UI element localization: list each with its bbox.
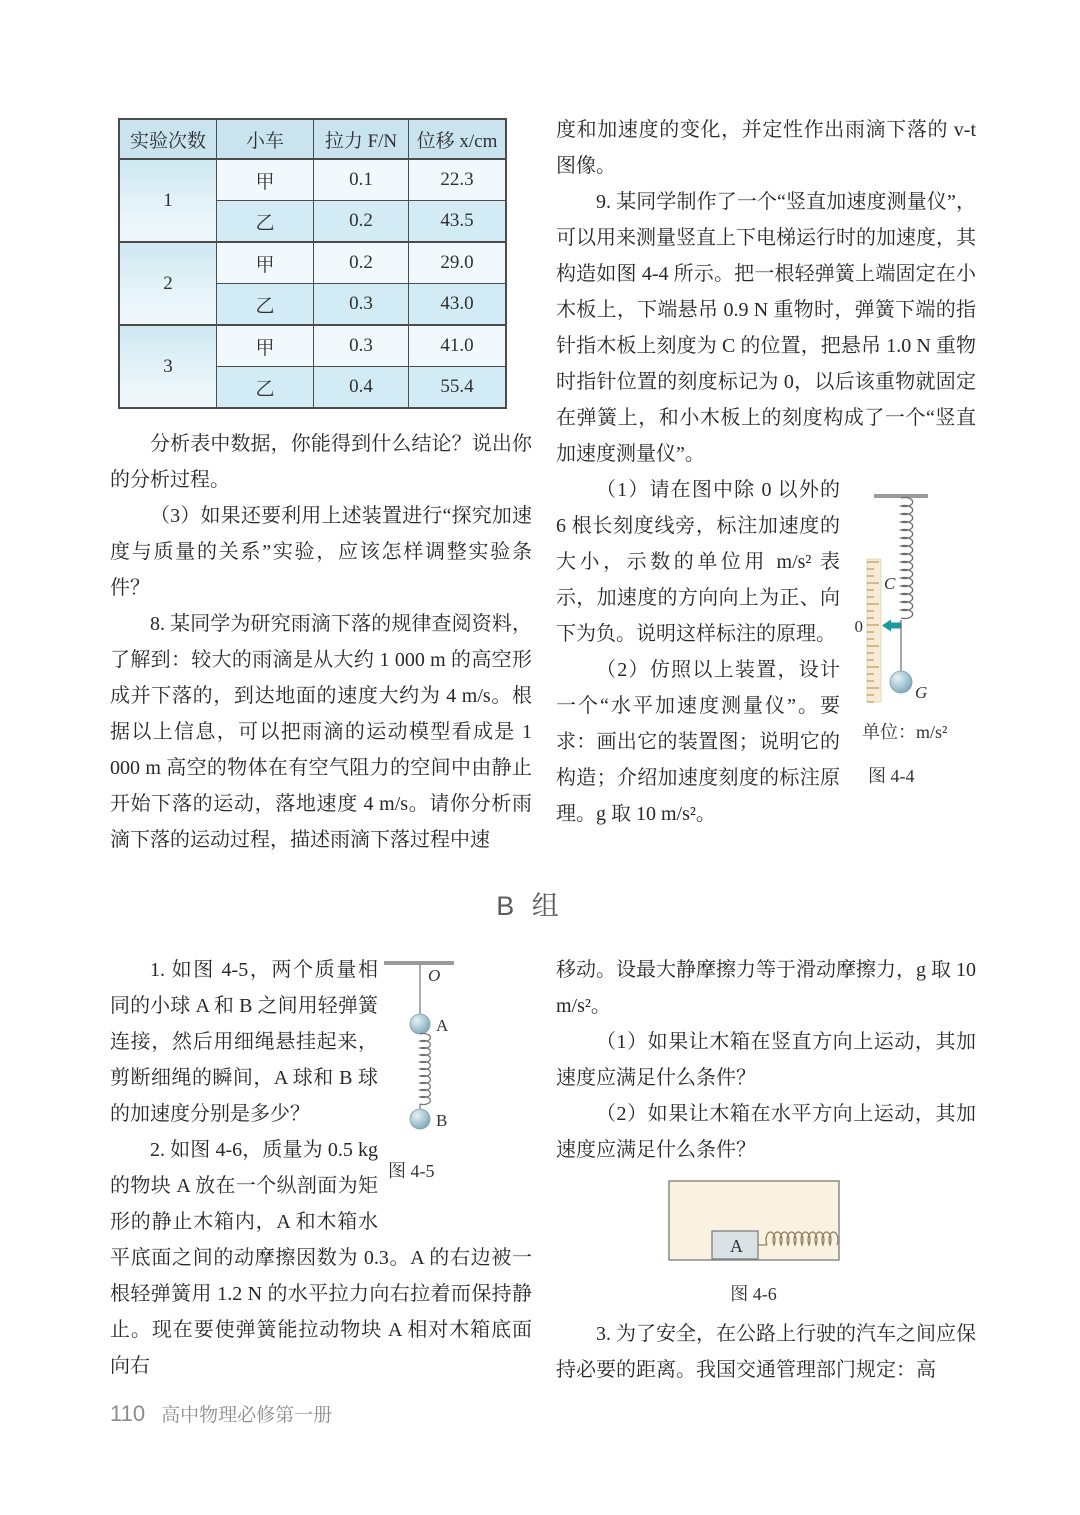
paragraph-analysis: 分析表中数据，你能得到什么结论？说出你的分析过程。 bbox=[110, 433, 532, 491]
disp-cell: 43.0 bbox=[409, 284, 507, 326]
table-row bbox=[119, 159, 506, 201]
table-header-row bbox=[119, 119, 506, 159]
paragraph-b2: 2. 如图 4-6，质量为 0.5 kg 的物块 A 放在一个纵剖面为矩形的静止木箱内，A 和木箱水平底面之间的动摩擦因数为 0.3。A 的右边被一根轻弹簧用 1.2 N 的水平拉力向右拉着而保持静止。现在要使弹簧能拉动物块 A 相对木箱底面向右 bbox=[110, 1139, 532, 1377]
disp-cell: 29.0 bbox=[409, 242, 507, 284]
fig44-ruler-icon bbox=[867, 559, 881, 702]
fig44-unit-label: 单位：m/s² bbox=[862, 722, 948, 742]
fig44-pointer-arrow-icon bbox=[882, 620, 901, 632]
cart-cell: 乙 bbox=[217, 284, 314, 326]
paragraph-q8: 8. 某同学为研究雨滴下落的规律查阅资料，了解到：较大的雨滴是从大约 1 000 m 的高空形成并下落的，到达地面的速度大约为 4 m/s。根据以上信息，可以把雨滴的运动模型看成是 1 000 m 高空的物体在有空气阻力的空间中由静止开始下落的运动，落地速度 4 m/s。请你分析雨滴下落的运动过程，描述雨滴下落过程中速 bbox=[110, 613, 532, 851]
cart-cell: 甲 bbox=[217, 159, 314, 201]
force-cell: 0.3 bbox=[314, 284, 409, 326]
col-header-cart: 小车 bbox=[217, 119, 314, 159]
paragraph-q9-part1: （1）请在图中除 0 以外的 6 根长刻度线旁，标注加速度的大小，示数的单位用 m/s² 表示，加速度的方向向上为正、向下为负。说明这样标注的原理。 bbox=[556, 479, 840, 645]
fig44-scale-label-c: C bbox=[884, 574, 896, 593]
experiment-table bbox=[118, 118, 507, 409]
paragraph-b1: 1. 如图 4-5，两个质量相同的小球 A 和 B 之间用轻弹簧连接，然后用细绳悬挂起来，剪断细绳的瞬间，A 球和 B 球的加速度分别是多少？ bbox=[110, 959, 378, 1125]
paragraph-b2-continued: 移动。设最大静摩擦力等于滑动摩擦力，g 取 10 m/s²。 bbox=[556, 959, 976, 1017]
right-bottom-column bbox=[556, 952, 976, 1388]
fig45-support-bar bbox=[384, 961, 454, 965]
fig45-ball-a-icon bbox=[410, 1014, 430, 1034]
force-cell: 0.4 bbox=[314, 367, 409, 409]
cart-cell: 甲 bbox=[217, 242, 314, 284]
cart-cell: 乙 bbox=[217, 367, 314, 409]
trial-cell: 2 bbox=[119, 242, 217, 325]
fig44-weight-label: G bbox=[915, 683, 928, 702]
col-header-trial: 实验次数 bbox=[119, 119, 217, 159]
fig45-point-o-label: O bbox=[428, 966, 441, 985]
cart-cell: 甲 bbox=[217, 325, 314, 367]
book-title: 高中物理必修第一册 bbox=[161, 1405, 333, 1426]
left-bottom-column bbox=[110, 952, 532, 1384]
force-cell: 0.2 bbox=[314, 242, 409, 284]
paragraph-b2-sub2: （2）如果让木箱在水平方向上运动，其加速度应满足什么条件？ bbox=[556, 1103, 976, 1161]
paragraph-b3: 3. 为了安全，在公路上行驶的汽车之间应保持必要的距离。我国交通管理部门规定：高 bbox=[556, 1323, 976, 1381]
paragraph-b2-sub1: （1）如果让木箱在竖直方向上运动，其加速度应满足什么条件？ bbox=[556, 1031, 976, 1089]
fig45-ball-b-icon bbox=[410, 1109, 430, 1129]
table-row bbox=[119, 242, 506, 284]
trial-cell: 3 bbox=[119, 325, 217, 408]
disp-cell: 55.4 bbox=[409, 367, 507, 409]
table-row bbox=[119, 325, 506, 367]
fig44-scale-label-zero: 0 bbox=[854, 617, 863, 636]
force-cell: 0.1 bbox=[314, 159, 409, 201]
fig46-caption: 图 4-6 bbox=[730, 1284, 777, 1304]
force-cell: 0.3 bbox=[314, 325, 409, 367]
force-cell: 0.2 bbox=[314, 201, 409, 243]
disp-cell: 22.3 bbox=[409, 159, 507, 201]
figure-4-6 bbox=[668, 1180, 844, 1306]
fig44-diagram bbox=[848, 490, 976, 704]
fig44-weight-ball-icon bbox=[890, 671, 912, 693]
cart-cell: 乙 bbox=[217, 201, 314, 243]
paragraph-q8-continued: 度和加速度的变化，并定性作出雨滴下落的 v-t 图像。 bbox=[556, 119, 976, 177]
trial-cell: 1 bbox=[119, 159, 217, 242]
disp-cell: 43.5 bbox=[409, 201, 507, 243]
fig45-diagram bbox=[382, 954, 512, 1139]
fig45-caption: 图 4-5 bbox=[388, 1161, 435, 1181]
page-number: 110 bbox=[110, 1401, 146, 1426]
fig44-spring-icon bbox=[901, 498, 913, 619]
fig44-caption: 图 4-4 bbox=[868, 766, 915, 786]
col-header-displacement: 位移 x/cm bbox=[409, 119, 507, 159]
fig45-spring-icon bbox=[420, 1034, 430, 1105]
figure-4-5 bbox=[382, 954, 532, 1181]
fig46-diagram bbox=[668, 1180, 844, 1264]
paragraph-subq3: （3）如果还要利用上述装置进行“探究加速度与质量的关系”实验，应该怎样调整实验条件？ bbox=[110, 505, 532, 599]
page-footer bbox=[110, 1400, 332, 1427]
right-top-column bbox=[556, 112, 976, 832]
col-header-force: 拉力 F/N bbox=[314, 119, 409, 159]
fig45-ball-a-label: A bbox=[436, 1016, 449, 1035]
figure-4-4 bbox=[848, 490, 976, 786]
fig45-ball-b-label: B bbox=[436, 1111, 448, 1130]
left-top-column bbox=[110, 426, 532, 858]
disp-cell: 41.0 bbox=[409, 325, 507, 367]
paragraph-q9: 9. 某同学制作了一个“竖直加速度测量仪”，可以用来测量竖直上下电梯运行时的加速度，其构造如图 4-4 所示。把一根轻弹簧上端固定在小木板上，下端悬吊 0.9 N 重物时，弹簧下端的指针指木板上刻度为 C 的位置，把悬吊 1.0 N 重物时指针位置的刻度标记为 0，以后该重物就固定在弹簧上，和小木板上的刻度构成了一个“竖直加速度测量仪”。 bbox=[556, 191, 976, 465]
fig46-block-a-label: A bbox=[730, 1236, 743, 1256]
paragraph-q9-part2: （2）仿照以上装置，设计一个“水平加速度测量仪”。要求：画出它的装置图；说明它的构造；介绍加速度刻度的标注原理。g 取 10 m/s²。 bbox=[556, 659, 840, 825]
section-b-heading: B 组 bbox=[496, 891, 564, 921]
